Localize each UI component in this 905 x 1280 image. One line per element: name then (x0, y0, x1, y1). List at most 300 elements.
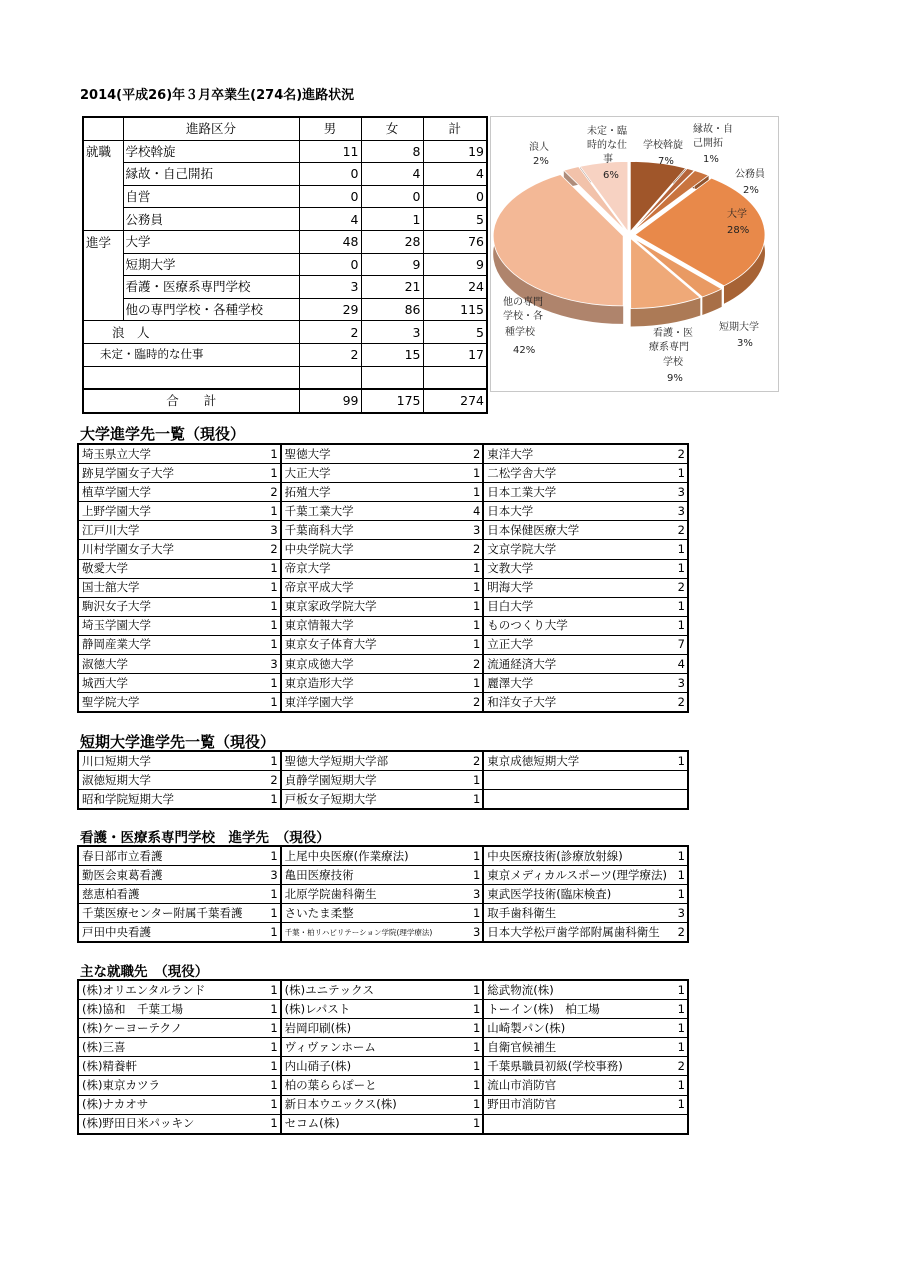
section-title-nursing: 看護・医療系専門学校 進学先 （現役） (80, 830, 330, 846)
table-row (78, 616, 688, 635)
entry-name: 二松学舎大学 (483, 464, 671, 483)
entry-count: 3 (469, 521, 483, 540)
svg-text:看護・医: 看護・医 (653, 328, 693, 339)
row-male: 29 (299, 298, 361, 321)
row-male: 0 (299, 185, 361, 208)
table-row (78, 1019, 688, 1038)
entry-name (483, 771, 671, 790)
entry-count: 1 (469, 464, 483, 483)
entry-name: (株)ケーヨーテクノ (78, 1019, 266, 1038)
summary-row (83, 253, 487, 276)
row-label: 縁故・自己開拓 (123, 163, 299, 186)
entry-count: 2 (672, 578, 688, 597)
entry-name: 東洋学園大学 (281, 693, 469, 713)
entry-count: 3 (266, 655, 280, 674)
entry-count (672, 1114, 688, 1134)
entry-name: 東京成徳短期大学 (483, 751, 671, 771)
total-male: 99 (299, 389, 361, 413)
entry-name: 東京メディカルスポーツ(理学療法) (483, 866, 671, 885)
nursing-table (77, 845, 689, 943)
svg-text:3%: 3% (737, 338, 753, 349)
entry-count: 1 (469, 559, 483, 578)
row-male: 3 (299, 276, 361, 299)
entry-name: 昭和学院短期大学 (78, 790, 266, 810)
entry-name: 拓殖大学 (281, 483, 469, 502)
entry-count: 1 (266, 559, 280, 578)
entry-count: 1 (672, 464, 688, 483)
entry-count: 1 (672, 597, 688, 616)
entry-name: 日本保健医療大学 (483, 521, 671, 540)
entry-name: 植草学園大学 (78, 483, 266, 502)
entry-name: 貞静学園短期大学 (281, 771, 469, 790)
svg-text:種学校: 種学校 (505, 327, 535, 338)
pie-label-tanki (719, 320, 759, 349)
entry-count: 2 (469, 655, 483, 674)
entry-count: 1 (266, 904, 280, 923)
entry-name: 山崎製パン(株) (483, 1019, 671, 1038)
entry-count: 1 (672, 616, 688, 635)
row-total: 19 (423, 140, 487, 163)
entry-count: 1 (469, 616, 483, 635)
entry-name: 和洋女子大学 (483, 693, 671, 713)
junior-college-table (77, 750, 689, 810)
header-female: 女 (361, 117, 423, 140)
table-row (78, 502, 688, 521)
pie-chart-svg (491, 117, 778, 391)
entry-count: 2 (672, 693, 688, 713)
entry-count: 1 (266, 980, 280, 1000)
entry-name: 帝京大学 (281, 559, 469, 578)
row-label: 未定・臨時的な仕事 (83, 343, 299, 366)
entry-count (672, 790, 688, 810)
entry-count: 2 (672, 1057, 688, 1076)
entry-count: 1 (469, 578, 483, 597)
entry-count: 1 (469, 1000, 483, 1019)
entry-name: 千葉商科大学 (281, 521, 469, 540)
svg-text:42%: 42% (513, 345, 536, 356)
entry-count: 4 (469, 502, 483, 521)
table-row (78, 904, 688, 923)
pie-label-enko (693, 122, 733, 165)
entry-count: 1 (469, 1057, 483, 1076)
header-total: 計 (423, 117, 487, 140)
jobs-table (77, 979, 689, 1135)
svg-text:公務員: 公務員 (735, 169, 765, 180)
entry-name: 目白大学 (483, 597, 671, 616)
entry-name: 埼玉学園大学 (78, 616, 266, 635)
table-row (78, 464, 688, 483)
entry-name: 日本大学 (483, 502, 671, 521)
entry-name (483, 790, 671, 810)
entry-name: 新日本ウエックス(株) (281, 1095, 469, 1114)
entry-count: 1 (266, 1038, 280, 1057)
entry-count: 1 (266, 444, 280, 464)
row-female: 3 (361, 321, 423, 344)
entry-name: 千葉・柏リハビリテーション学院(理学療法) (281, 923, 469, 943)
entry-count: 2 (672, 444, 688, 464)
entry-count: 1 (469, 1095, 483, 1114)
entry-count: 2 (469, 540, 483, 559)
entry-count: 1 (672, 751, 688, 771)
entry-count: 1 (266, 1114, 280, 1134)
row-male: 11 (299, 140, 361, 163)
entry-name: 上野学園大学 (78, 502, 266, 521)
svg-text:己開拓: 己開拓 (693, 138, 723, 149)
entry-count: 2 (266, 540, 280, 559)
row-total: 17 (423, 343, 487, 366)
entry-count: 1 (469, 790, 483, 810)
entry-name: 千葉県職員初級(学校事務) (483, 1057, 671, 1076)
table-row (78, 771, 688, 790)
entry-count: 3 (266, 866, 280, 885)
entry-name: 柏の葉ららぽーと (281, 1076, 469, 1095)
entry-name: 帝京平成大学 (281, 578, 469, 597)
entry-count: 2 (469, 751, 483, 771)
row-female: 9 (361, 253, 423, 276)
table-row (78, 483, 688, 502)
entry-count: 3 (672, 674, 688, 693)
entry-count: 1 (266, 1000, 280, 1019)
summary-row (83, 208, 487, 231)
row-category (83, 163, 123, 186)
summary-row-empty (83, 366, 487, 389)
entry-count: 3 (672, 502, 688, 521)
entry-count: 1 (266, 1019, 280, 1038)
entry-count: 1 (266, 464, 280, 483)
row-label: 短期大学 (123, 253, 299, 276)
row-total: 24 (423, 276, 487, 299)
row-category (83, 208, 123, 231)
entry-count: 1 (672, 1019, 688, 1038)
svg-text:短期大学: 短期大学 (719, 322, 759, 333)
entry-count: 7 (672, 635, 688, 654)
entry-name: 中央学院大学 (281, 540, 469, 559)
row-male: 0 (299, 163, 361, 186)
pie-label-koumu (735, 168, 765, 196)
svg-text:2%: 2% (743, 185, 759, 196)
svg-text:学校: 学校 (663, 357, 683, 368)
entry-count: 2 (672, 521, 688, 540)
row-female: 1 (361, 208, 423, 231)
entry-count: 1 (266, 846, 280, 866)
entry-count: 1 (266, 1057, 280, 1076)
entry-name: 東京成徳大学 (281, 655, 469, 674)
entry-name: 中央医療技術(診療放射線) (483, 846, 671, 866)
summary-row (83, 276, 487, 299)
row-female: 28 (361, 230, 423, 253)
table-row (78, 635, 688, 654)
entry-name: 取手歯科衛生 (483, 904, 671, 923)
university-table (77, 443, 689, 713)
entry-count: 1 (266, 616, 280, 635)
pie-label-kango (649, 326, 693, 384)
entry-count: 3 (672, 483, 688, 502)
entry-name: 岩岡印刷(株) (281, 1019, 469, 1038)
entry-name: ものつくり大学 (483, 616, 671, 635)
total-total: 274 (423, 389, 487, 413)
svg-text:大学: 大学 (727, 209, 747, 220)
entry-name: (株)オリエンタルランド (78, 980, 266, 1000)
entry-name: (株)野田日米パッキン (78, 1114, 266, 1134)
entry-name: 駒沢女子大学 (78, 597, 266, 616)
row-category: 就職 (86, 144, 112, 160)
section-title-university: 大学進学先一覧（現役） (80, 425, 246, 443)
summary-row (83, 321, 487, 344)
entry-count: 1 (469, 904, 483, 923)
entry-name: 日本工業大学 (483, 483, 671, 502)
entry-count (672, 771, 688, 790)
entry-count: 3 (469, 885, 483, 904)
entry-count: 2 (266, 483, 280, 502)
entry-name: 千葉医療センター附属千葉看護 (78, 904, 266, 923)
table-row (78, 674, 688, 693)
entry-name: 東京造形大学 (281, 674, 469, 693)
row-label: 公務員 (123, 208, 299, 231)
entry-name: 大正大学 (281, 464, 469, 483)
table-row (78, 1076, 688, 1095)
table-row (78, 521, 688, 540)
svg-text:1%: 1% (703, 154, 719, 165)
table-row (78, 885, 688, 904)
table-row (78, 559, 688, 578)
svg-text:未定・臨: 未定・臨 (587, 126, 627, 137)
entry-count: 1 (469, 846, 483, 866)
entry-name: 国士舘大学 (78, 578, 266, 597)
entry-name: 聖徳大学 (281, 444, 469, 464)
entry-count: 1 (672, 1076, 688, 1095)
entry-name: 敬愛大学 (78, 559, 266, 578)
table-row (78, 846, 688, 866)
row-label: 学校斡旋 (123, 140, 299, 163)
entry-name: 文京学院大学 (483, 540, 671, 559)
entry-count: 1 (266, 790, 280, 810)
row-category: 進学 (86, 234, 112, 250)
entry-count: 1 (672, 1000, 688, 1019)
entry-name: 東京家政学院大学 (281, 597, 469, 616)
total-female: 175 (361, 389, 423, 413)
svg-text:療系専門: 療系専門 (649, 342, 689, 353)
row-total: 4 (423, 163, 487, 186)
row-category (83, 253, 123, 276)
summary-total-row (83, 389, 487, 413)
header-male: 男 (299, 117, 361, 140)
row-male: 2 (299, 343, 361, 366)
entry-name: 流山市消防官 (483, 1076, 671, 1095)
summary-row (83, 163, 487, 186)
svg-text:他の専門: 他の専門 (503, 297, 543, 308)
entry-name: (株)レパスト (281, 1000, 469, 1019)
entry-count: 2 (469, 693, 483, 713)
entry-count: 1 (672, 540, 688, 559)
entry-name: 勤医会東葛看護 (78, 866, 266, 885)
entry-count: 1 (266, 751, 280, 771)
entry-count: 1 (469, 674, 483, 693)
entry-name: 上尾中央医療(作業療法) (281, 846, 469, 866)
svg-text:時的な仕: 時的な仕 (587, 140, 627, 151)
header-blank (83, 117, 123, 140)
entry-count: 1 (266, 578, 280, 597)
entry-name: 埼玉県立大学 (78, 444, 266, 464)
table-row (78, 1000, 688, 1019)
entry-count: 1 (266, 1095, 280, 1114)
summary-row (83, 343, 487, 366)
row-total: 9 (423, 253, 487, 276)
entry-count: 2 (469, 444, 483, 464)
row-label: 他の専門学校・各種学校 (123, 298, 299, 321)
entry-name: 野田市消防官 (483, 1095, 671, 1114)
row-label: 看護・医療系専門学校 (123, 276, 299, 299)
table-row (78, 693, 688, 713)
table-row (78, 790, 688, 810)
entry-count: 3 (672, 904, 688, 923)
entry-name: 慈恵柏看護 (78, 885, 266, 904)
svg-text:縁故・自: 縁故・自 (693, 124, 733, 135)
row-female: 86 (361, 298, 423, 321)
row-total: 5 (423, 321, 487, 344)
entry-count: 1 (672, 1095, 688, 1114)
entry-name: 城西大学 (78, 674, 266, 693)
table-row (78, 655, 688, 674)
entry-name: (株)三喜 (78, 1038, 266, 1057)
entry-name: 日本大学松戸歯学部附属歯科衛生 (483, 923, 671, 943)
entry-count: 2 (266, 771, 280, 790)
total-label: 合 計 (83, 389, 299, 413)
entry-name: 川村学園女子大学 (78, 540, 266, 559)
entry-name: 淑徳大学 (78, 655, 266, 674)
entry-name: (株)ユニテックス (281, 980, 469, 1000)
entry-name: 静岡産業大学 (78, 635, 266, 654)
row-male: 0 (299, 253, 361, 276)
entry-name: セコム(株) (281, 1114, 469, 1134)
table-row (78, 1095, 688, 1114)
entry-name: さいたま柔整 (281, 904, 469, 923)
entry-count: 1 (266, 885, 280, 904)
entry-name: 麗澤大学 (483, 674, 671, 693)
summary-row (83, 230, 487, 253)
entry-name: 東京女子体育大学 (281, 635, 469, 654)
table-row (78, 980, 688, 1000)
entry-name: (株)精養軒 (78, 1057, 266, 1076)
entry-name: 淑徳短期大学 (78, 771, 266, 790)
table-row (78, 1038, 688, 1057)
svg-text:7%: 7% (658, 156, 674, 167)
entry-count: 1 (469, 980, 483, 1000)
row-female: 4 (361, 163, 423, 186)
table-row (78, 1057, 688, 1076)
entry-name: 北原学院歯科衛生 (281, 885, 469, 904)
entry-name (483, 1114, 671, 1134)
entry-name: 聖徳大学短期大学部 (281, 751, 469, 771)
row-total: 76 (423, 230, 487, 253)
entry-name: (株)協和 千葉工場 (78, 1000, 266, 1019)
entry-count: 1 (266, 635, 280, 654)
entry-name: 千葉工業大学 (281, 502, 469, 521)
svg-text:28%: 28% (727, 225, 750, 236)
page-title: 2014(平成26)年３月卒業生(274名)進路状況 (80, 88, 355, 103)
table-row (78, 444, 688, 464)
section-title-jobs: 主な就職先 （現役） (80, 964, 209, 980)
entry-count: 1 (672, 846, 688, 866)
entry-count: 1 (266, 923, 280, 943)
entry-name: 文教大学 (483, 559, 671, 578)
entry-count: 1 (672, 866, 688, 885)
entry-count: 1 (266, 597, 280, 616)
entry-name: 聖学院大学 (78, 693, 266, 713)
table-row (78, 578, 688, 597)
entry-count: 1 (469, 1038, 483, 1057)
svg-text:学校・各: 学校・各 (503, 311, 543, 322)
entry-name: 江戸川大学 (78, 521, 266, 540)
entry-count: 1 (469, 771, 483, 790)
entry-count: 1 (469, 1019, 483, 1038)
row-male: 4 (299, 208, 361, 231)
section-title-junior-college: 短期大学進学先一覧（現役） (80, 733, 276, 751)
entry-name: 内山硝子(株) (281, 1057, 469, 1076)
row-female: 0 (361, 185, 423, 208)
table-row (78, 597, 688, 616)
table-row (78, 1114, 688, 1134)
entry-name: ヴィヴァンホーム (281, 1038, 469, 1057)
entry-count: 1 (672, 559, 688, 578)
table-row (78, 866, 688, 885)
summary-row (83, 185, 487, 208)
entry-count: 1 (266, 1076, 280, 1095)
table-row (78, 923, 688, 943)
entry-name: (株)ナカオサ (78, 1095, 266, 1114)
entry-name: (株)東京カツラ (78, 1076, 266, 1095)
entry-name: 川口短期大学 (78, 751, 266, 771)
entry-count: 4 (672, 655, 688, 674)
entry-name: 戸田中央看護 (78, 923, 266, 943)
pie-label-senmon (503, 295, 543, 356)
entry-name: 東洋大学 (483, 444, 671, 464)
entry-count: 1 (469, 1076, 483, 1095)
svg-text:事: 事 (603, 154, 613, 165)
row-category (83, 276, 123, 299)
table-row (78, 751, 688, 771)
entry-name: 自衛官候補生 (483, 1038, 671, 1057)
row-male: 48 (299, 230, 361, 253)
header-category: 進路区分 (123, 117, 299, 140)
table-row (78, 540, 688, 559)
entry-name: 戸板女子短期大学 (281, 790, 469, 810)
row-label: 大学 (123, 230, 299, 253)
entry-name: 立正大学 (483, 635, 671, 654)
entry-count: 1 (469, 483, 483, 502)
svg-text:6%: 6% (603, 170, 619, 181)
entry-count: 1 (469, 635, 483, 654)
pie-label-ronin (529, 140, 549, 167)
entry-count: 1 (469, 597, 483, 616)
entry-count: 1 (469, 1114, 483, 1134)
row-category (83, 185, 123, 208)
entry-name: 総武物流(株) (483, 980, 671, 1000)
entry-count: 2 (672, 923, 688, 943)
row-female: 21 (361, 276, 423, 299)
row-female: 15 (361, 343, 423, 366)
row-total: 5 (423, 208, 487, 231)
svg-text:2%: 2% (533, 156, 549, 167)
row-female: 8 (361, 140, 423, 163)
entry-name: 東武医学技術(臨床検査) (483, 885, 671, 904)
entry-count: 1 (469, 866, 483, 885)
row-male: 2 (299, 321, 361, 344)
entry-name: 東京情報大学 (281, 616, 469, 635)
entry-count: 1 (672, 1038, 688, 1057)
summary-row (83, 298, 487, 321)
entry-count: 1 (266, 674, 280, 693)
entry-count: 1 (672, 980, 688, 1000)
